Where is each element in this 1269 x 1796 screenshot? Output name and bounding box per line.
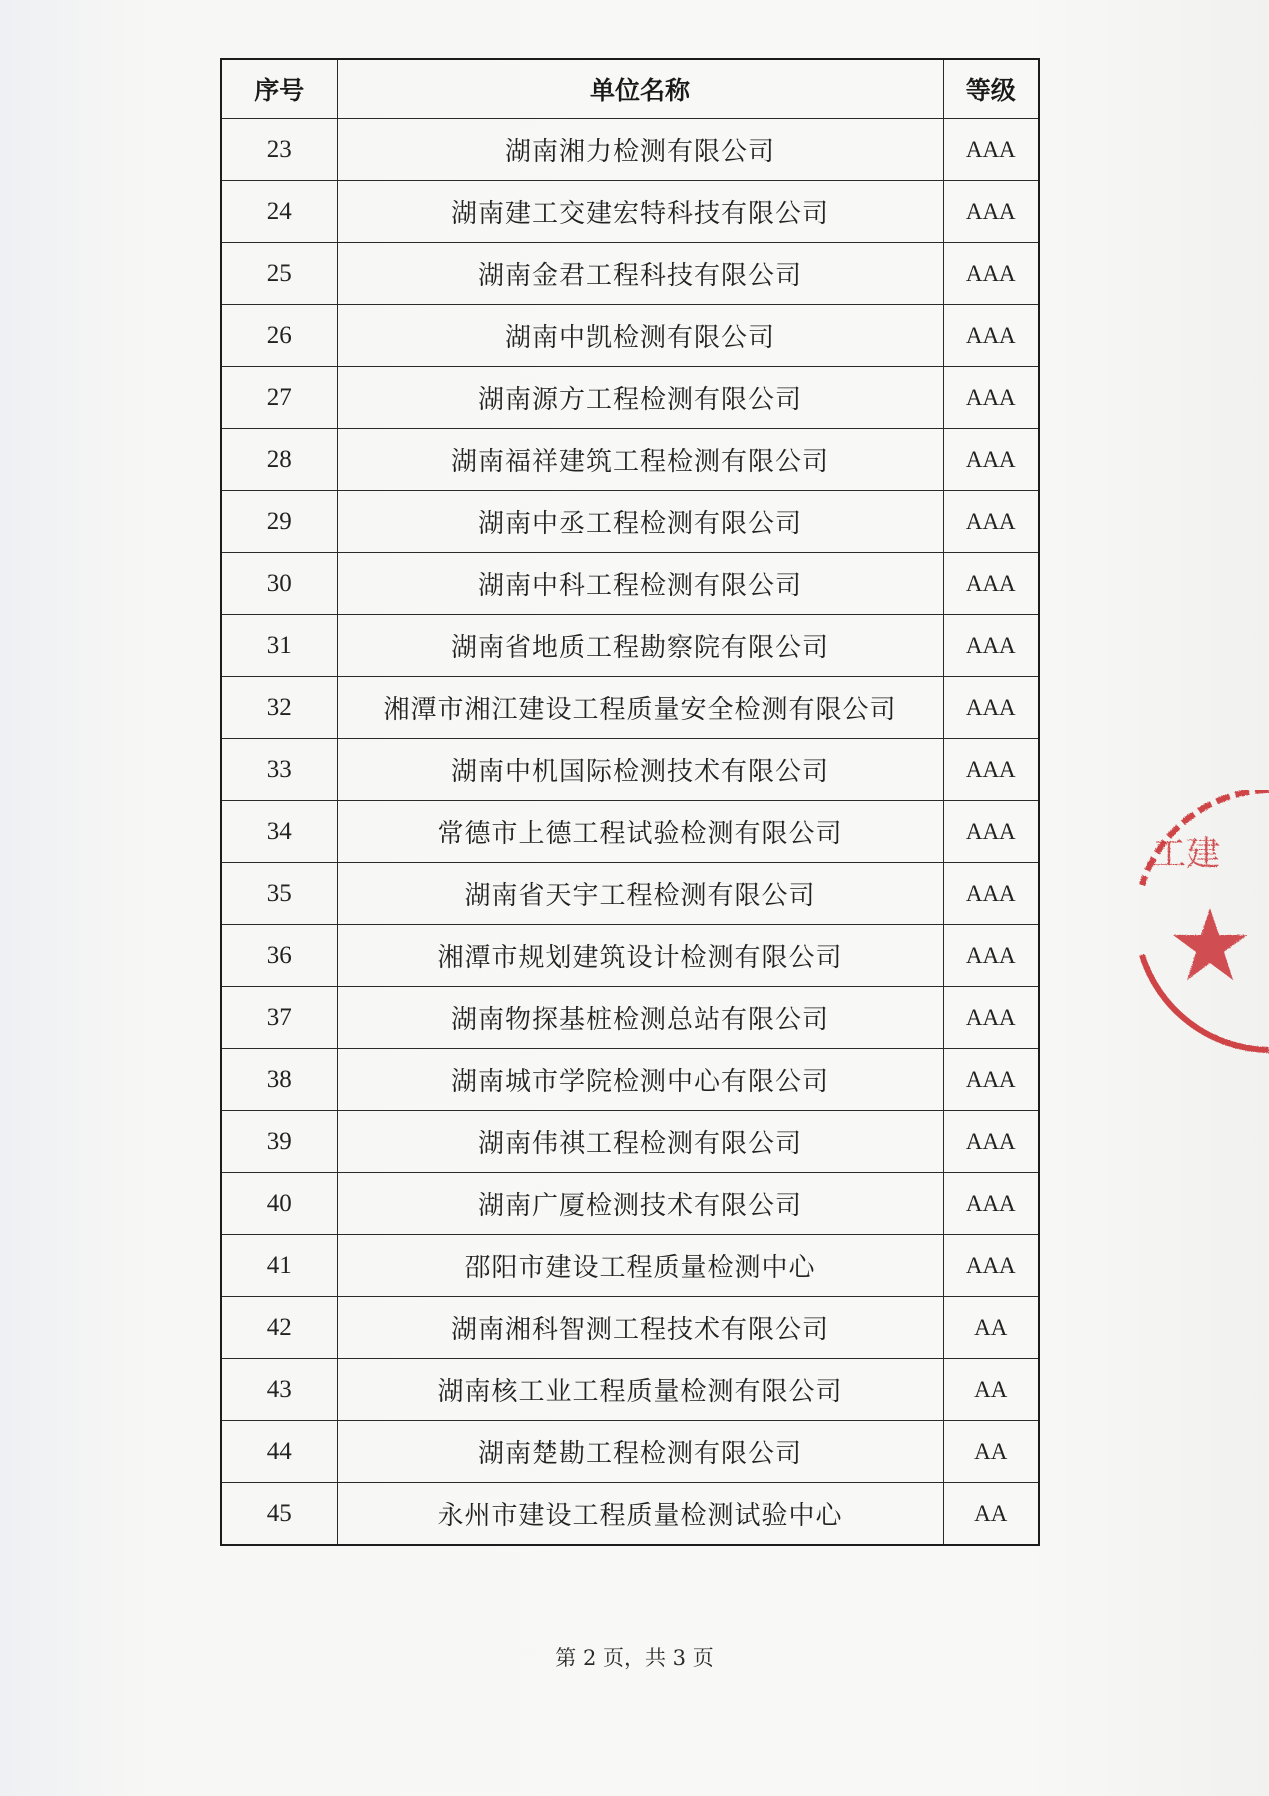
table-row	[221, 553, 1039, 615]
row-grade: AAA	[943, 181, 1039, 243]
table-row	[221, 925, 1039, 987]
row-grade: AAA	[943, 491, 1039, 553]
header-grade: 等级	[943, 59, 1039, 119]
table-row	[221, 243, 1039, 305]
row-serial-number: 41	[221, 1235, 337, 1297]
row-unit-name: 湖南中丞工程检测有限公司	[337, 491, 943, 553]
table-row	[221, 615, 1039, 677]
row-unit-name: 邵阳市建设工程质量检测中心	[337, 1235, 943, 1297]
row-grade: AAA	[943, 243, 1039, 305]
table-row	[221, 367, 1039, 429]
row-unit-name: 湖南省地质工程勘察院有限公司	[337, 615, 943, 677]
row-grade: AAA	[943, 429, 1039, 491]
table-row	[221, 119, 1039, 181]
row-unit-name: 湖南湘科智测工程技术有限公司	[337, 1297, 943, 1359]
table-row	[221, 1049, 1039, 1111]
row-grade: AA	[943, 1483, 1039, 1546]
table-body	[221, 119, 1039, 1546]
official-seal-stamp	[1120, 790, 1269, 1060]
row-grade: AAA	[943, 677, 1039, 739]
table-row	[221, 181, 1039, 243]
table-row	[221, 429, 1039, 491]
row-unit-name: 湖南金君工程科技有限公司	[337, 243, 943, 305]
row-unit-name: 湖南伟祺工程检测有限公司	[337, 1111, 943, 1173]
row-grade: AAA	[943, 553, 1039, 615]
row-grade: AAA	[943, 987, 1039, 1049]
seal-text: 工建	[1152, 834, 1220, 874]
row-unit-name: 湖南中机国际检测技术有限公司	[337, 739, 943, 801]
row-serial-number: 26	[221, 305, 337, 367]
header-serial-number: 序号	[221, 59, 337, 119]
table-row	[221, 305, 1039, 367]
row-grade: AA	[943, 1421, 1039, 1483]
row-grade: AAA	[943, 1235, 1039, 1297]
row-grade: AAA	[943, 367, 1039, 429]
row-serial-number: 43	[221, 1359, 337, 1421]
table-row	[221, 863, 1039, 925]
table-row	[221, 677, 1039, 739]
row-serial-number: 44	[221, 1421, 337, 1483]
row-unit-name: 永州市建设工程质量检测试验中心	[337, 1483, 943, 1546]
table-row	[221, 1359, 1039, 1421]
row-unit-name: 湖南源方工程检测有限公司	[337, 367, 943, 429]
table-row	[221, 801, 1039, 863]
table-row	[221, 1483, 1039, 1546]
row-serial-number: 42	[221, 1297, 337, 1359]
row-serial-number: 29	[221, 491, 337, 553]
row-unit-name: 湖南建工交建宏特科技有限公司	[337, 181, 943, 243]
table-row	[221, 491, 1039, 553]
row-serial-number: 31	[221, 615, 337, 677]
row-grade: AAA	[943, 119, 1039, 181]
table-row	[221, 987, 1039, 1049]
row-unit-name: 湖南福祥建筑工程检测有限公司	[337, 429, 943, 491]
table-row	[221, 1173, 1039, 1235]
table-row	[221, 1297, 1039, 1359]
row-unit-name: 常德市上德工程试验检测有限公司	[337, 801, 943, 863]
row-grade: AA	[943, 1359, 1039, 1421]
row-grade: AAA	[943, 615, 1039, 677]
row-unit-name: 湖南中凯检测有限公司	[337, 305, 943, 367]
row-grade: AAA	[943, 739, 1039, 801]
header-unit-name: 单位名称	[337, 59, 943, 119]
row-serial-number: 33	[221, 739, 337, 801]
row-unit-name: 湖南物探基桩检测总站有限公司	[337, 987, 943, 1049]
row-grade: AA	[943, 1297, 1039, 1359]
row-unit-name: 湖南湘力检测有限公司	[337, 119, 943, 181]
page-number-footer: 第 2 页，共 3 页	[555, 1646, 714, 1670]
row-serial-number: 24	[221, 181, 337, 243]
row-serial-number: 37	[221, 987, 337, 1049]
row-serial-number: 28	[221, 429, 337, 491]
row-serial-number: 39	[221, 1111, 337, 1173]
table-row	[221, 739, 1039, 801]
row-grade: AAA	[943, 305, 1039, 367]
row-serial-number: 40	[221, 1173, 337, 1235]
row-grade: AAA	[943, 1111, 1039, 1173]
row-grade: AAA	[943, 1173, 1039, 1235]
row-unit-name: 湖南核工业工程质量检测有限公司	[337, 1359, 943, 1421]
row-grade: AAA	[943, 925, 1039, 987]
unit-list-table	[220, 58, 1040, 1546]
row-serial-number: 30	[221, 553, 337, 615]
row-serial-number: 38	[221, 1049, 337, 1111]
table-row	[221, 1235, 1039, 1297]
row-serial-number: 23	[221, 119, 337, 181]
row-serial-number: 27	[221, 367, 337, 429]
row-grade: AAA	[943, 1049, 1039, 1111]
row-serial-number: 25	[221, 243, 337, 305]
row-unit-name: 湘潭市规划建筑设计检测有限公司	[337, 925, 943, 987]
row-unit-name: 湖南中科工程检测有限公司	[337, 553, 943, 615]
table-header-row	[221, 59, 1039, 119]
row-grade: AAA	[943, 863, 1039, 925]
row-serial-number: 35	[221, 863, 337, 925]
row-serial-number: 32	[221, 677, 337, 739]
row-unit-name: 湖南楚勘工程检测有限公司	[337, 1421, 943, 1483]
row-serial-number: 36	[221, 925, 337, 987]
row-grade: AAA	[943, 801, 1039, 863]
row-unit-name: 湘潭市湘江建设工程质量安全检测有限公司	[337, 677, 943, 739]
row-unit-name: 湖南省天宇工程检测有限公司	[337, 863, 943, 925]
row-serial-number: 34	[221, 801, 337, 863]
row-serial-number: 45	[221, 1483, 337, 1546]
row-unit-name: 湖南广厦检测技术有限公司	[337, 1173, 943, 1235]
row-unit-name: 湖南城市学院检测中心有限公司	[337, 1049, 943, 1111]
table-row	[221, 1111, 1039, 1173]
unit-list-table-container	[220, 58, 1038, 1546]
table-row	[221, 1421, 1039, 1483]
